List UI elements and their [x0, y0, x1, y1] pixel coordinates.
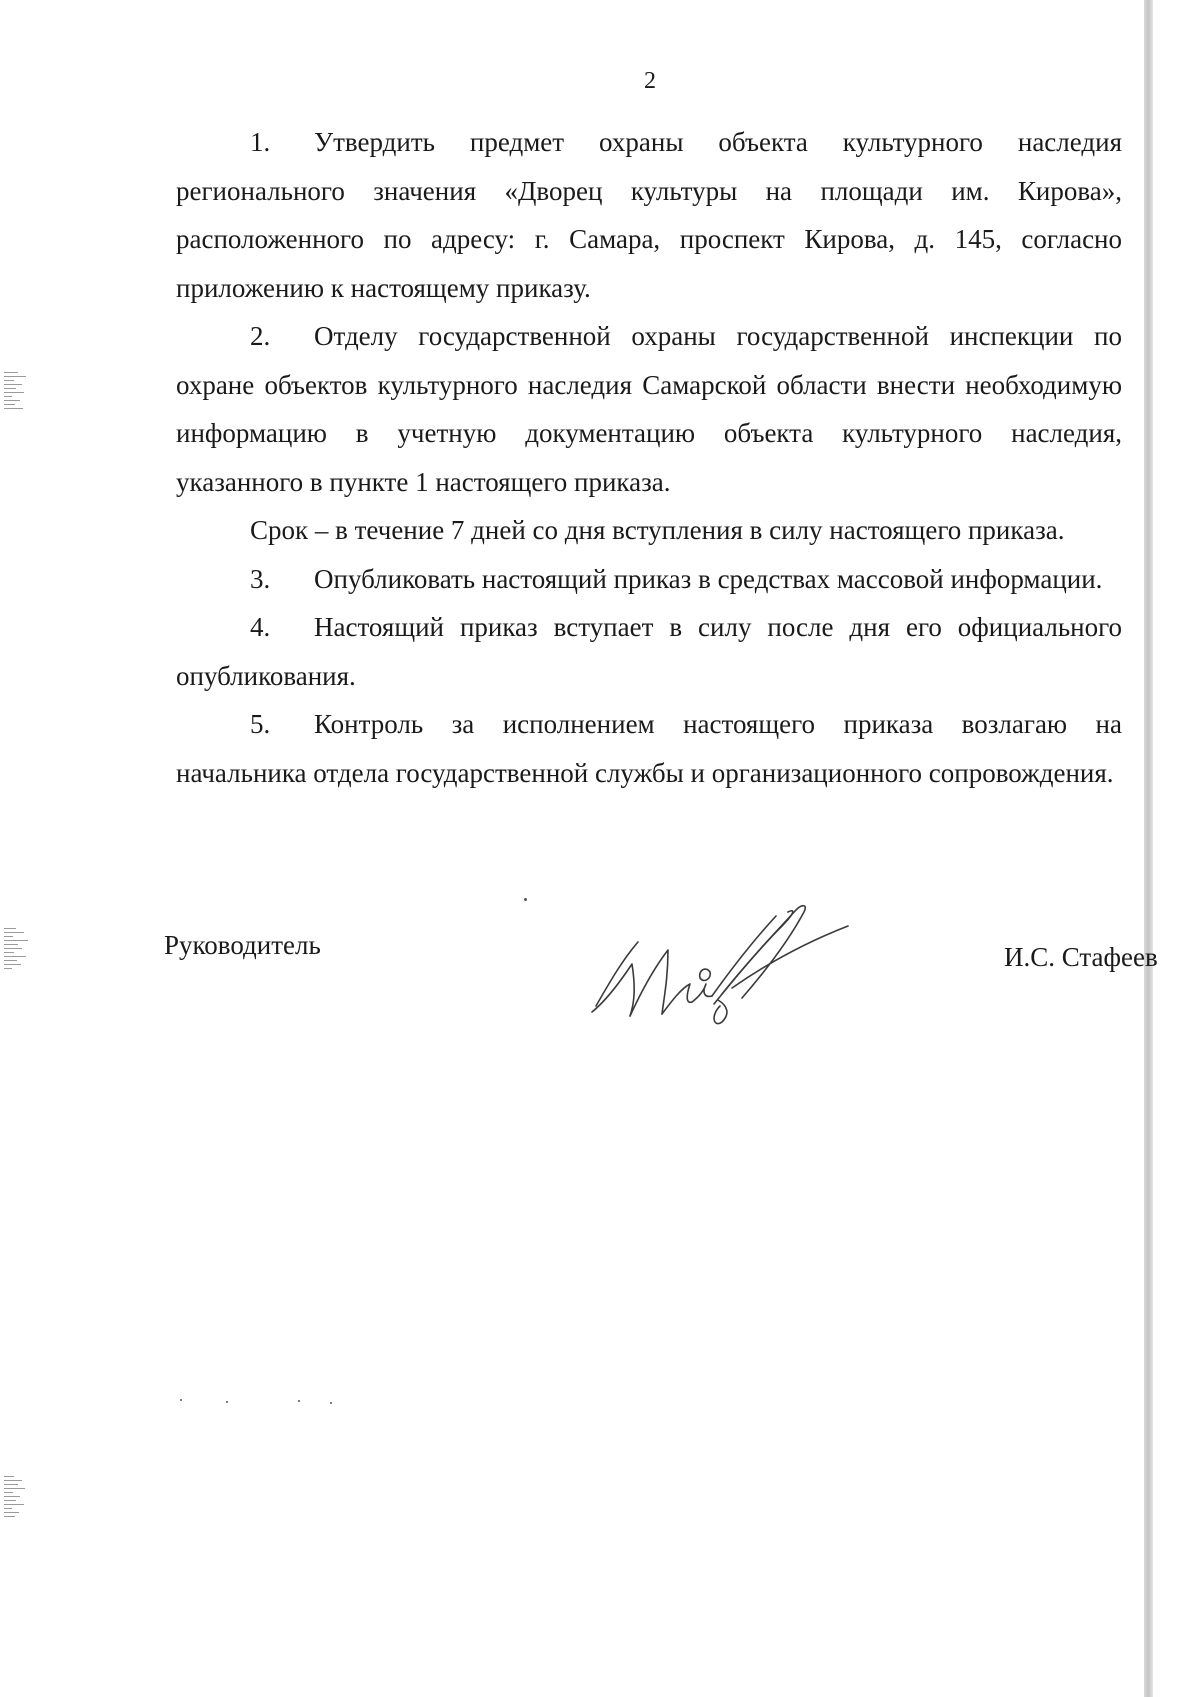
scan-edge-shadow [1144, 0, 1153, 1697]
paragraph-number: 2. [250, 321, 271, 351]
scan-dot [298, 1400, 300, 1402]
paragraph-text: Опубликовать настоящий приказ в средствах массовой информации. [314, 563, 1103, 594]
paragraph-5 [176, 700, 1122, 797]
paragraph-text: Срок – в течение 7 дней со дня вступления в силу настоящего приказа. [250, 515, 1065, 545]
paragraph-number: 5. [250, 709, 271, 739]
scan-dot [226, 1401, 228, 1403]
scan-artifact [4, 1476, 34, 1520]
scan-dot [330, 1402, 332, 1404]
paragraph-text: Настоящий приказ вступает в силу после дня его официального опубликования. [176, 612, 1122, 691]
scan-dot [180, 1399, 182, 1401]
paragraph-number: 3. [250, 563, 271, 594]
handwritten-signature-icon [582, 898, 852, 1038]
signature-block [164, 920, 1164, 1040]
paragraph-text: Утвердить предмет охраны объекта культурного наследия регионального значения «Дворец культуры на площади им. Кирова», расположенного по адресу: г. Самара, проспект Кирова, д. 145, согласно приложению к настоящему приказу. [176, 127, 1122, 303]
page-number: 2 [644, 68, 656, 94]
paragraph-4 [176, 603, 1122, 700]
paragraph-text: Контроль за исполнением настоящего приказа возлагаю на начальника отдела государственной службы и организационного сопровождения. [176, 709, 1122, 788]
paragraph-text: Отделу государственной охраны государственной инспекции по охране объектов культурного наследия Самарской области внести необходимую информацию в учетную документацию объекта культурного наследия, указанного в пункте 1 настоящего приказа. [176, 321, 1122, 497]
paragraph-2 [176, 312, 1122, 506]
paragraph-deadline [176, 506, 1122, 555]
signer-name: И.С. Стафеев [1004, 942, 1158, 972]
paragraph-3 [176, 555, 1122, 604]
signer-title: Руководитель [164, 930, 321, 960]
document-body [176, 118, 1122, 797]
scan-artifact [4, 928, 34, 972]
scan-dot [524, 898, 527, 901]
paragraph-1 [176, 118, 1122, 312]
scan-artifact [4, 372, 34, 412]
paragraph-number: 4. [250, 612, 271, 642]
paragraph-number: 1. [250, 127, 271, 157]
